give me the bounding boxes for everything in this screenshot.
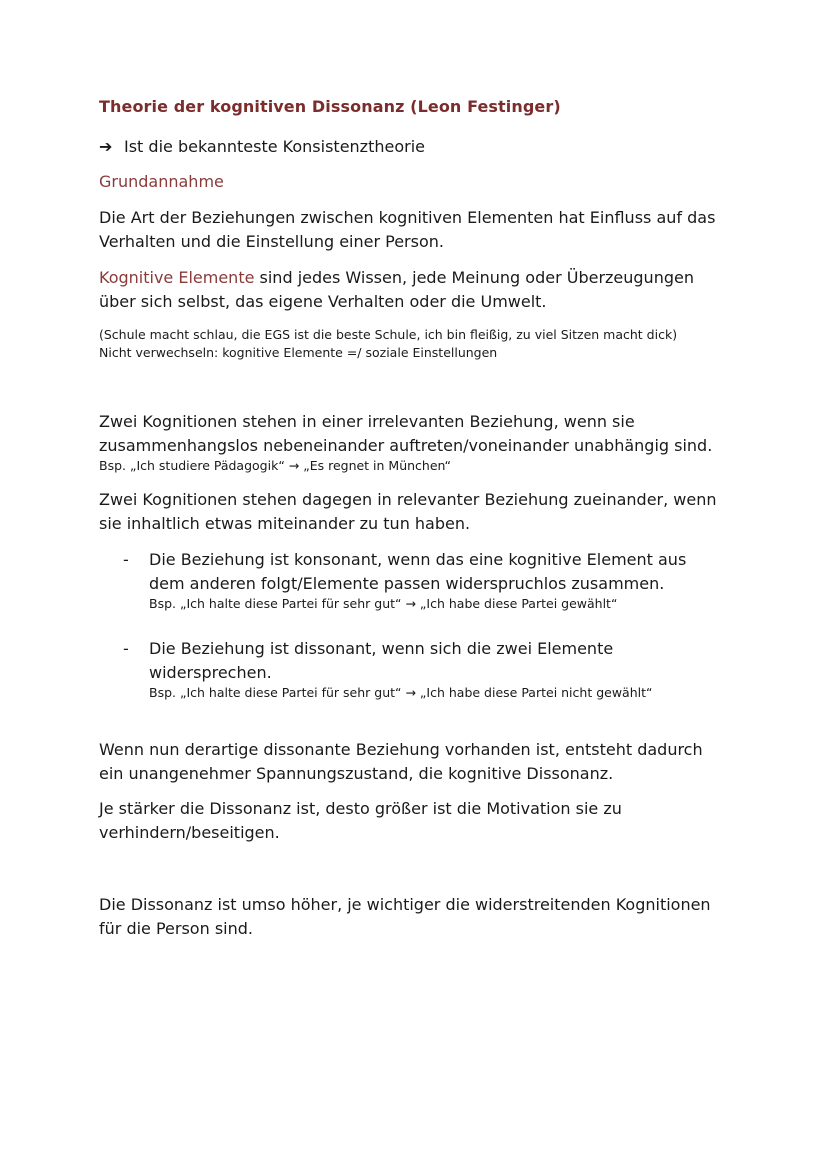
paragraph-line: Die Dissonanz ist umso höher, je wichtiger die widerstreitenden Kognitionen — [99, 895, 711, 914]
paragraph-line: Die Art der Beziehungen zwischen kognitiven Elementen hat Einfluss auf das — [99, 208, 716, 227]
document-title: Theorie der kognitiven Dissonanz (Leon Festinger) — [99, 97, 561, 116]
note-line: Nicht verwechseln: kognitive Elemente =/ soziale Einstellungen — [99, 345, 498, 360]
paragraph-line: Zwei Kognitionen stehen dagegen in relevanter Beziehung zueinander, wenn — [99, 490, 717, 509]
paragraph-line: Verhalten und die Einstellung einer Person. — [99, 231, 444, 251]
example-line: Bsp. „Ich studiere Pädagogik“ → „Es regnet in München“ — [99, 458, 452, 473]
lead-text: Ist die bekannteste Konsistenztheorie — [124, 137, 425, 156]
bullet-line: Die Beziehung ist dissonant, wenn sich die zwei Elemente — [149, 639, 614, 658]
paragraph-line — [99, 266, 694, 290]
paragraph-line: für die Person sind. — [99, 918, 253, 938]
section-heading: Grundannahme — [99, 172, 224, 191]
paragraph-basic-assumption — [99, 206, 715, 253]
paragraph-relevant-relation — [99, 488, 717, 535]
arrow-right-icon: ➔ — [99, 137, 113, 156]
bullet-body — [149, 548, 686, 613]
note-line: (Schule macht schlau, die EGS ist die beste Schule, ich bin fleißig, zu viel Sitzen macht dick) — [99, 327, 678, 342]
paragraph-motivation — [99, 797, 622, 844]
paragraph-line: verhindern/beseitigen. — [99, 822, 280, 842]
dash-marker: - — [123, 639, 129, 658]
lead-line — [99, 135, 425, 158]
paragraph-line: sie inhaltlich etwas miteinander zu tun haben. — [99, 513, 471, 533]
paragraph-line: Zwei Kognitionen stehen in einer irrelevanten Beziehung, wenn sie — [99, 412, 635, 431]
bullet-line: widersprechen. — [149, 662, 272, 682]
paragraph-line: Wenn nun derartige dissonante Beziehung vorhanden ist, entsteht dadurch — [99, 740, 703, 759]
example-line: Bsp. „Ich halte diese Partei für sehr gut“ → „Ich habe diese Partei nicht gewählt“ — [149, 685, 653, 700]
example-line: Bsp. „Ich halte diese Partei für sehr gut“ → „Ich habe diese Partei gewählt“ — [149, 596, 618, 611]
paragraph-cognitive-elements — [99, 266, 694, 313]
paragraph-line: ein unangenehmer Spannungszustand, die kognitive Dissonanz. — [99, 763, 614, 783]
dash-marker: - — [123, 550, 129, 569]
paragraph-line: über sich selbst, das eigene Verhalten oder die Umwelt. — [99, 291, 547, 311]
paragraph-line: zusammenhangslos nebeneinander auftreten/voneinander unabhängig sind. — [99, 435, 713, 455]
bullet-line: dem anderen folgt/Elemente passen widerspruchlos zusammen. — [149, 573, 665, 593]
paragraph-dissonance-strength — [99, 893, 711, 940]
paragraph-line: Je stärker die Dissonanz ist, desto größer ist die Motivation sie zu — [99, 799, 622, 818]
bullet-body — [149, 637, 652, 702]
paragraph-tension-state — [99, 738, 703, 785]
paragraph-irrelevant-relation — [99, 410, 712, 475]
paragraph-text: sind jedes Wissen, jede Meinung oder Überzeugungen — [254, 268, 694, 287]
note-block — [99, 326, 677, 362]
bullet-line: Die Beziehung ist konsonant, wenn das eine kognitive Element aus — [149, 550, 687, 569]
highlighted-term: Kognitive Elemente — [99, 268, 255, 287]
